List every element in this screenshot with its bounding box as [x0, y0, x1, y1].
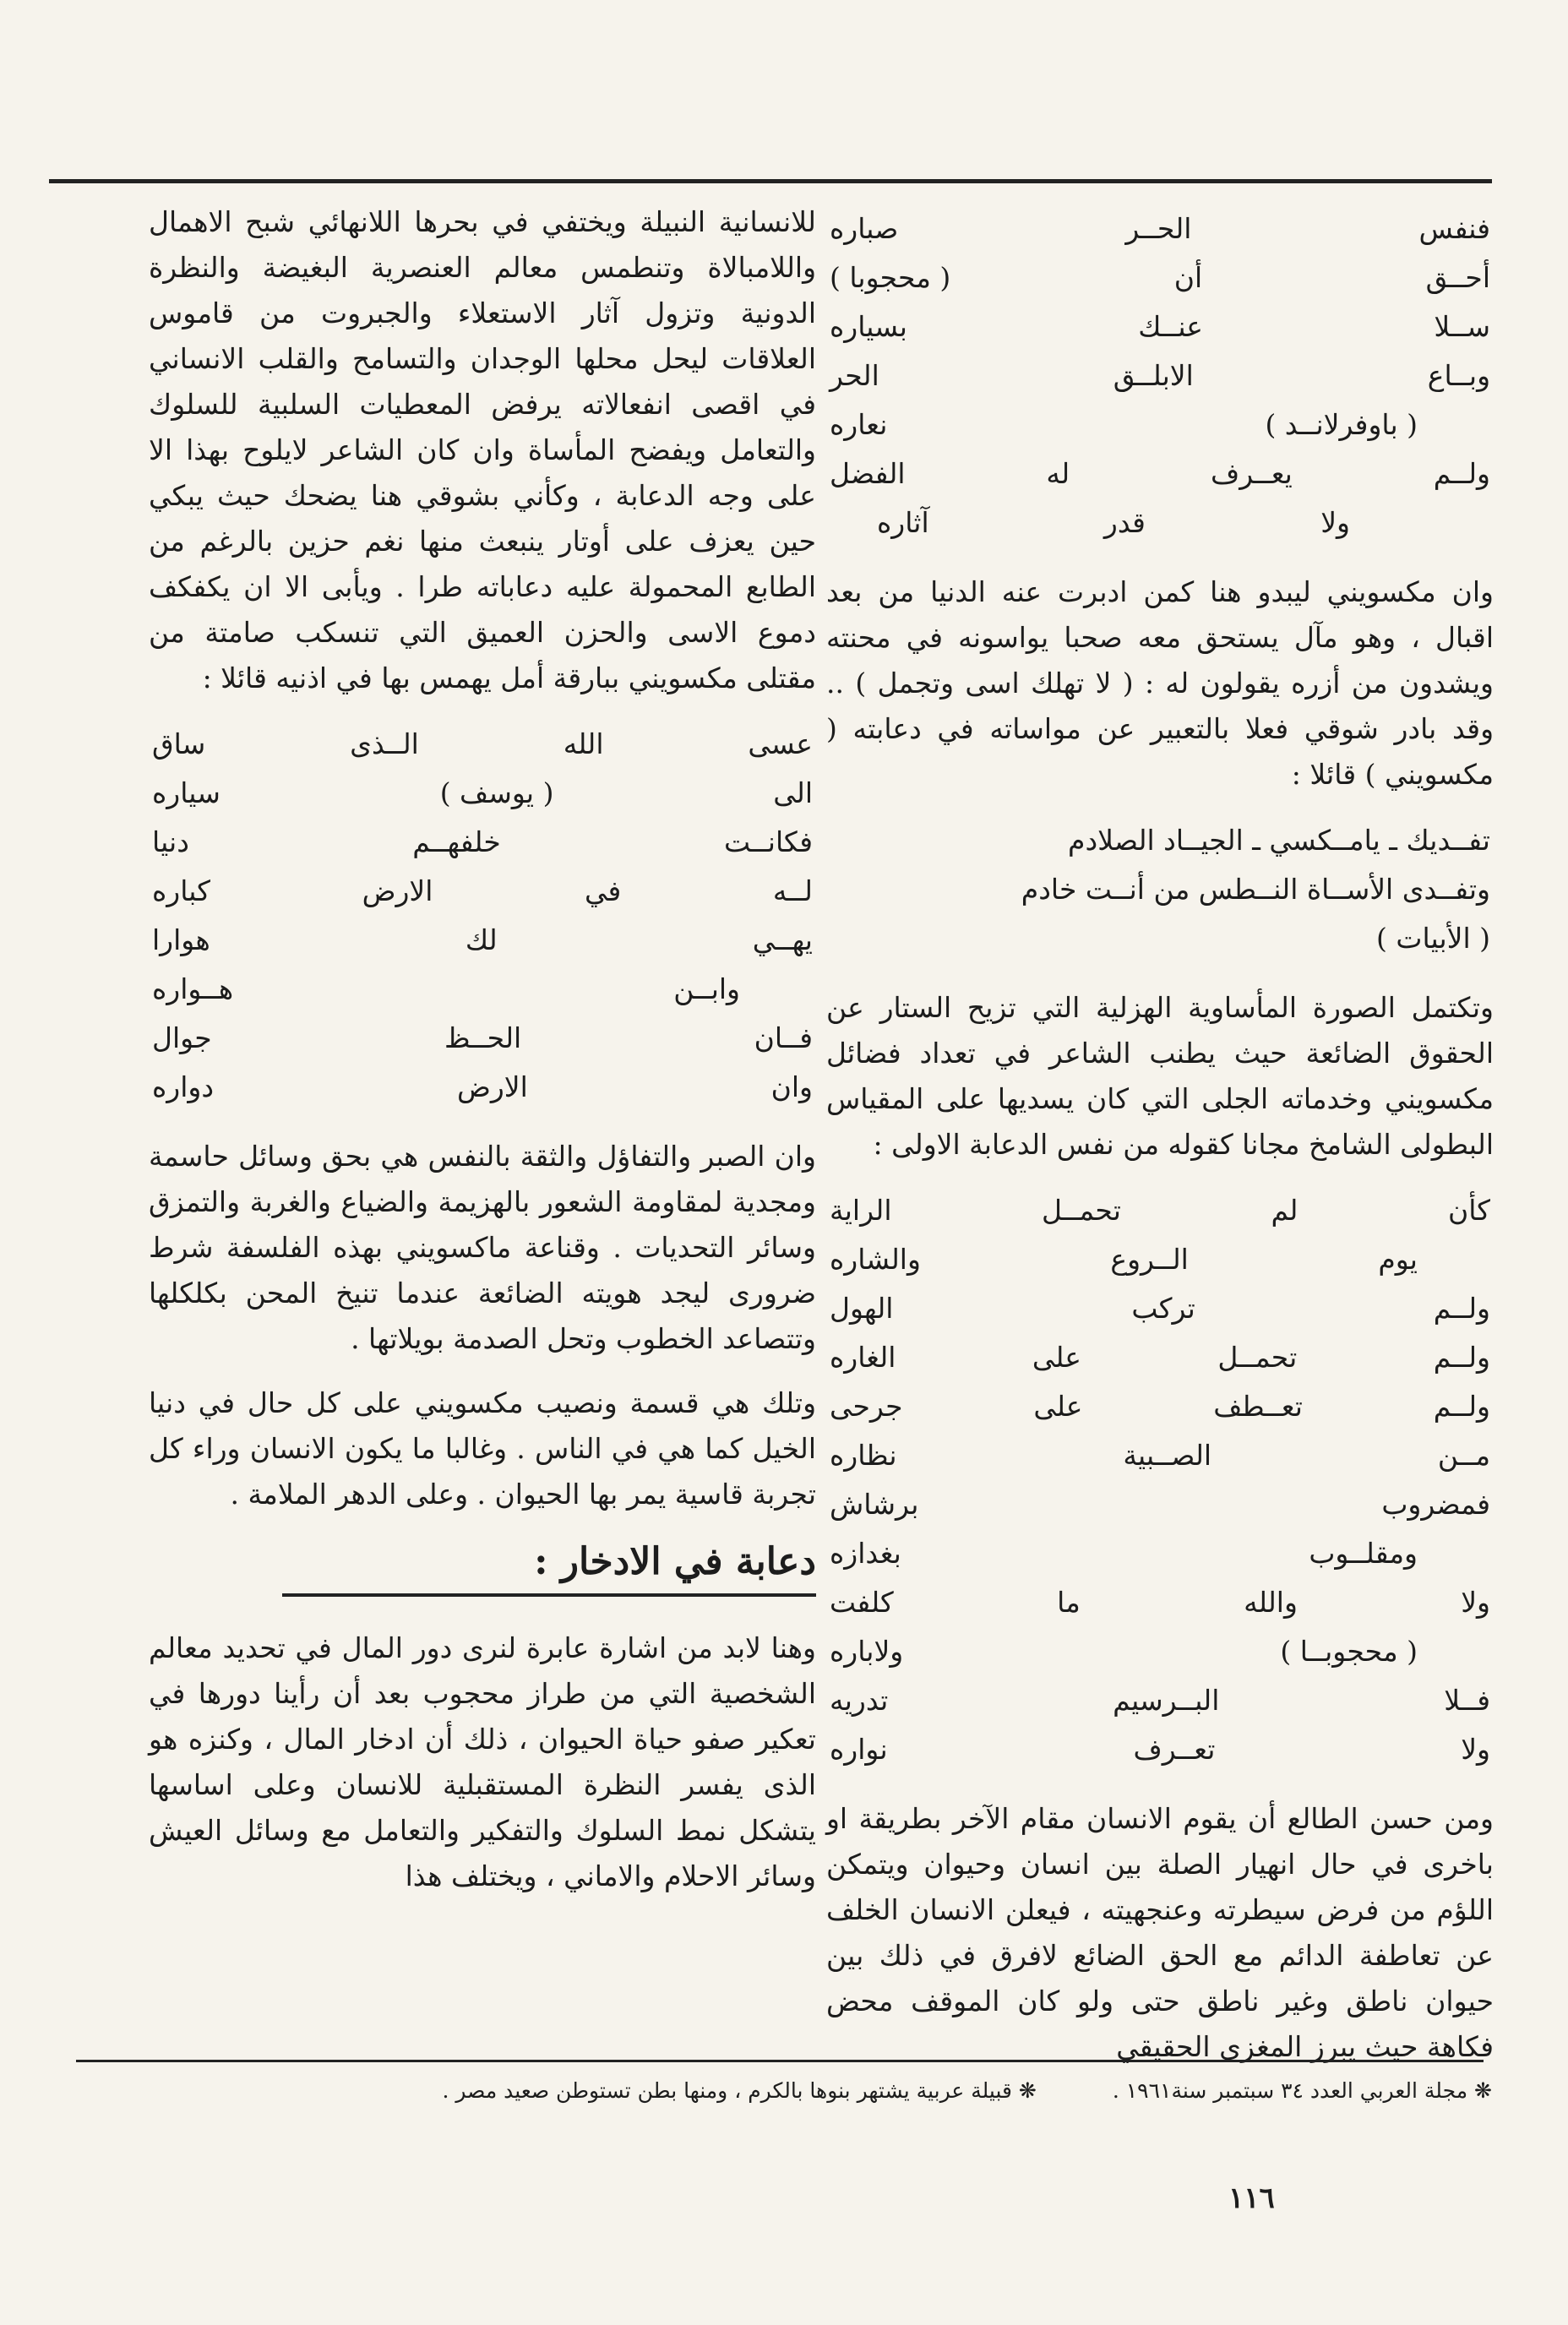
paragraph: وتكتمل الصورة المأساوية الهزلية التي تزيح الستار عن الحقوق الضائعة حيث يطنب الشاعر في تعداد فضائل مكسويني وخدماته الجلى التي كان يسديها على المقياس البطولى الشامخ مجانا كقوله من نفس الدعابة الاولى : — [826, 991, 1494, 1161]
verse-line: فمضروب برشاش — [830, 1488, 1490, 1521]
verse-line: عسى الله الــذى ساق — [152, 727, 813, 760]
verse-line: وان الارض دواره — [152, 1070, 813, 1103]
verse-line: ولــم تركب الهول — [830, 1292, 1490, 1325]
verse-line: ( محجوبــا ) ولاباره — [830, 1635, 1418, 1668]
verse-block — [149, 720, 816, 1112]
top-rule — [49, 179, 1492, 183]
verse-line: فنفس الحــر صباره — [830, 212, 1490, 245]
verse-line: يوم الــروع والشاره — [830, 1243, 1418, 1276]
verse-line: وبــاع الابلــق الحر — [830, 359, 1490, 392]
footnote: ❋ قبيلة عربية يشتهر بنوها بالكرم ، ومنها بطن تستوطن صعيد مصر . — [442, 2078, 1037, 2103]
paragraph: ومن حسن الطالع أن يقوم الانسان مقام الآخر بطريقة او باخرى في حال انهيار الصلة بين انسان وحيوان ويتمكن اللؤم من فرض سيطرته وعنجهيته ، فيعلن الانسان الخلف عن تعاطفة الدائم مع الحق الضائع لافرق في ذلك بين حيوان ناطق وغير ناطق حتى ولو كان الموقف محض فكاهة حيث يبرز المغزى الحقيقي — [826, 1802, 1494, 2063]
verse-line: فــلا البــرسيم تدريه — [830, 1684, 1490, 1717]
verse-line: ولا قدر آثاره — [877, 506, 1350, 539]
verse-line: فكانــت خلفهــم دنيا — [152, 825, 813, 858]
verse-line: ومقلــوب بغدازه — [830, 1537, 1418, 1570]
section-rule — [282, 1593, 816, 1597]
verse-line: الى ( يوسف ) سياره — [152, 776, 813, 809]
section-heading: دعابة في الادخار : — [534, 1540, 816, 1583]
paragraph: للانسانية النبيلة ويختفي في بحرها اللانهائي شبح الاهمال واللامبالاة وتنطمس معالم العنصرية البغيضة والنظرة الدونية وتزول آثار الاستعلاء والجبروت من قاموس العلاقات ليحل محلها الوجدان والتسامح والقلب الانساني في اقصى انفعالاته يرفض المعطيات السلبية للسلوك والتعامل ويفضح المأساة وان كان الشاعر لايلوح بهذا الا على وجه الدعابة ، وكأني بشوقي هنا يضحك حيث يبكي حين يعزف على أوتار ينبعث منها نغم حزين بالرغم من الطابع المحمولة عليه دعاباته طرا . ويأبى الا ان يكفكف دموع الاسى والحزن العميق التي تنسكب صامتة من مقتلى مكسويني ببارقة أمل يهمس بها في اذنيه قائلا : — [149, 205, 816, 694]
verse-line: ولــم تعــطف على جرحى — [830, 1390, 1490, 1423]
verse-line: مــن الصــبية نظاره — [830, 1439, 1490, 1472]
verse-line: أحــق أن ( محجوبا ) — [830, 261, 1490, 294]
right-column — [826, 199, 1494, 2088]
verse-line: ولا والله ما كلفت — [830, 1586, 1490, 1619]
verse-line: وتفــدى الأســاة النــطس من أنــت خادم — [1021, 873, 1490, 906]
paragraph: وتلك هي قسمة ونصيب مكسويني على كل حال في دنيا الخيل كما هي في الناس . وغالبا ما يكون الانسان وراء كل تجربة قاسية يمر بها الحيوان . وعلى الدهر الملامة . — [149, 1386, 816, 1511]
verse-line: ولــم يعــرف له الفضل — [830, 457, 1490, 490]
verse-line: فــان الحــظ جوال — [152, 1021, 813, 1054]
verse-line: يهــي لك هوارا — [152, 923, 813, 956]
verse-line: ولــم تحمــل على الغاره — [830, 1341, 1490, 1374]
verse-line: ولا تعــرف نواره — [830, 1733, 1490, 1766]
verse-line: تفــديك ـ يامــكسي ـ الجيــاد الصلادم — [1068, 824, 1490, 857]
paragraph: وان مكسويني ليبدو هنا كمن ادبرت عنه الدنيا من بعد اقبال ، وهو مآل يستحق معه صحبا يواسونه في محنته ويشدون من أزره يقولون له : ( لا تهلك اسى وتجمل ) .. وقد بادر شوقي فعلا بالتعبير عن مواساته في دعابته ( مكسويني ) قائلا : — [826, 575, 1494, 791]
verse-line: ( باوفرلانــد ) نعاره — [830, 408, 1418, 441]
paragraph: وهنا لابد من اشارة عابرة لنرى دور المال في تحديد معالم الشخصية التي من طراز محجوب بعد أن رأينا دورها في تعكير صفو حياة الحيوان ، ذلك أن ادخار المال ، وكنزه هو الذى يفسر النظرة المستقبلية للانسان وعلى اساسها يتشكل نمط السلوك والتفكير والتعامل مع وسائل العيش وسائر الاحلام والاماني ، ويختلف هذا — [149, 1631, 816, 1892]
paragraph: وان الصبر والتفاؤل والثقة بالنفس هي بحق وسائل حاسمة ومجدية لمقاومة الشعور بالهزيمة والضياع والغربة والتمزق وسائر التحديات . وقناعة ماكسويني بهذه الفلسفة شرط ضرورى ليجد هويته الضائعة عندما تنيخ المحن بكلكلها وتتصاعد الخطوب وتحل الصدمة بويلاتها . — [149, 1140, 816, 1355]
verse-block — [826, 816, 1494, 963]
verse-block — [826, 204, 1494, 547]
verse-line: ( الأبيات ) — [1376, 922, 1490, 955]
verse-line: ســلا عنــك بسياره — [830, 310, 1490, 343]
page-number: ١١٦ — [1228, 2181, 1275, 2215]
verse-line: كأن لم تحمــل الراية — [830, 1194, 1490, 1227]
footnote-rule — [76, 2060, 1484, 2062]
verse-line: لــه في الارض كباره — [152, 874, 813, 907]
footnote: ❋ مجلة العربي العدد ٣٤ سبتمبر سنة١٩٦١ . — [1112, 2078, 1492, 2103]
verse-block — [826, 1186, 1494, 1774]
verse-line: وابــن هــواره — [152, 972, 740, 1005]
left-column — [149, 199, 816, 1918]
footnotes — [81, 2078, 1492, 2103]
